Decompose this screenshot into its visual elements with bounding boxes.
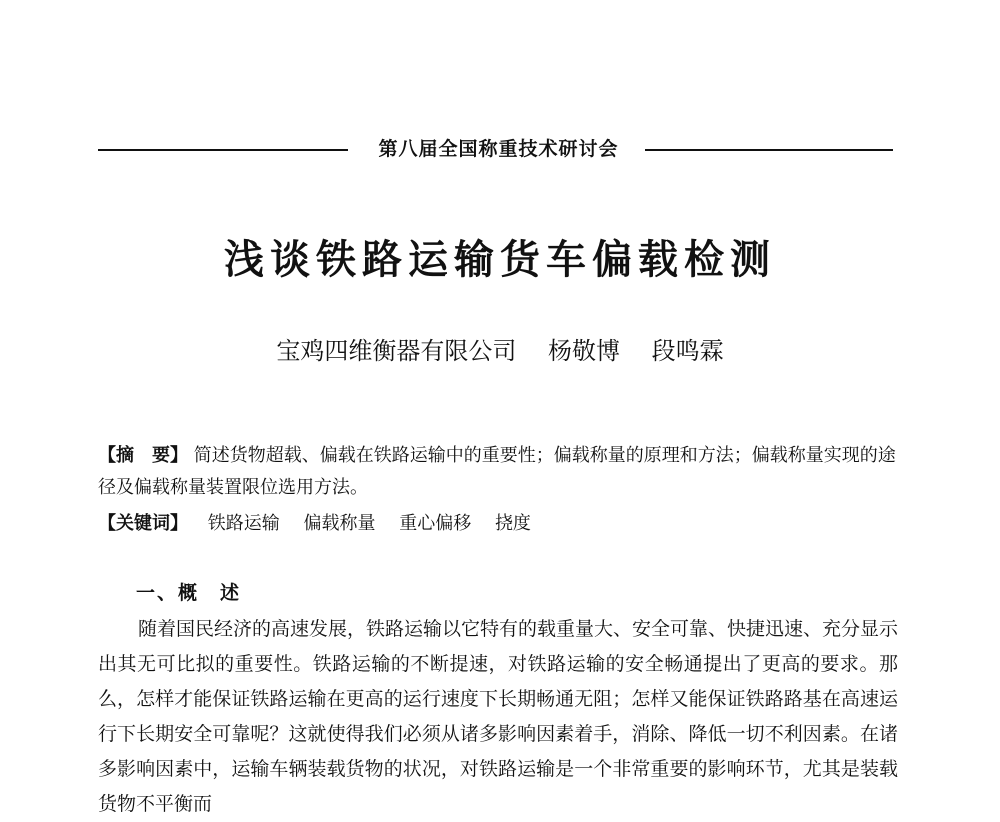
keywords	[98, 508, 898, 540]
conference-header	[98, 136, 893, 162]
keywords-label: 【关键词】	[98, 513, 188, 534]
paper-title: 浅谈铁路运输货车偏载检测	[224, 236, 776, 283]
header-rule-right	[645, 149, 893, 151]
author-name: 段鸣霖	[651, 337, 724, 365]
abstract	[98, 440, 898, 504]
abstract-label: 【摘 要】	[98, 445, 188, 466]
section-heading: 一、概 述	[136, 582, 242, 604]
section-body: 随着国民经济的高速发展，铁路运输以它特有的载重量大、安全可靠、快捷迅速、充分显示出其无可比拟的重要性。铁路运输的不断提速，对铁路运输的安全畅通提出了更高的要求。那么，怎样才能保证铁路运输在更高的运行速度下长期畅通无阻；怎样又能保证铁路路基在高速运行下长期安全可靠呢？这就使得我们必须从诸多影响因素着手，消除、降低一切不利因素。在诸多影响因素中，运输车辆装载货物的状况，对铁路运输是一个非常重要的影响环节，尤其是装载货物不平衡而	[98, 618, 899, 815]
keyword: 重心偏移	[399, 513, 472, 534]
keyword: 挠度	[494, 513, 531, 534]
keyword: 偏载称量	[303, 513, 376, 534]
author-name: 杨敬博	[548, 337, 620, 365]
author-line	[0, 334, 1000, 368]
abstract-text: 简述货物超载、偏载在铁路运输中的重要性；偏载称量的原理和方法；偏载称量实现的途径及偏载称量装置限位选用方法。	[98, 445, 896, 498]
keyword: 铁路运输	[207, 513, 280, 534]
conference-name: 第八届全国称重技术研讨会	[378, 138, 619, 160]
affiliation: 宝鸡四维衡器有限公司	[276, 337, 517, 365]
header-rule-left	[98, 149, 348, 151]
